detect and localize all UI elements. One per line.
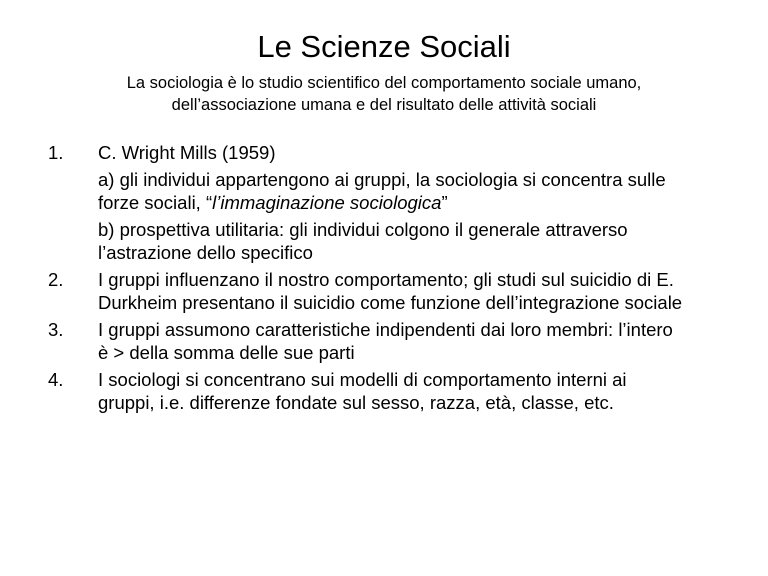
list-item-text-with-quote [98, 191, 740, 214]
list-subitem-b [40, 218, 740, 264]
list-item-text: gruppi, i.e. differenze fondate sul sesso, razza, età, classe, etc. [98, 392, 614, 413]
list-number: 1. [48, 142, 64, 163]
list-item-text: è > della somma delle sue parti [98, 342, 355, 363]
quote-suffix: ” [441, 192, 448, 213]
list-number: 4. [48, 369, 64, 390]
subtitle-line-1: La sociologia è lo studio scientifico del comportamento sociale umano, [126, 74, 642, 92]
list-item-text: Durkheim presentano il suicidio come funzione dell’integrazione sociale [98, 292, 683, 313]
list-item-text: C. Wright Mills (1959) [98, 142, 276, 163]
list-item-4 [40, 368, 740, 414]
list-number: 2. [48, 269, 64, 290]
list-item-text: l’astrazione dello specifico [98, 242, 313, 263]
list-item-text: I gruppi assumono caratteristiche indipendenti dai loro membri: l’intero [98, 319, 673, 340]
list-item-text: I sociologi si concentrano sui modelli di comportamento interni ai [98, 369, 627, 390]
subtitle-line-2: dell’associazione umana e del risultato delle attività sociali [171, 96, 597, 114]
list-item-text: b) prospettiva utilitaria: gli individui colgono il generale attraverso [98, 219, 628, 240]
list-item-3 [40, 318, 740, 364]
list-item-text: a) gli individui appartengono ai gruppi, la sociologia si concentra sulle [98, 169, 666, 190]
list-number: 3. [48, 319, 64, 340]
numbered-list [40, 141, 740, 418]
list-item-text: I gruppi influenzano il nostro comportamento; gli studi sul suicidio di E. [98, 269, 674, 290]
italic-quote: l’immaginazione sociologica [212, 192, 442, 213]
quote-prefix: forze sociali, “ [98, 192, 213, 213]
list-subitem-a [40, 168, 740, 214]
slide-subtitle [60, 72, 708, 116]
list-item-2 [40, 268, 740, 314]
list-item-1 [40, 141, 740, 164]
slide-title: Le Scienze Sociali [257, 29, 511, 64]
